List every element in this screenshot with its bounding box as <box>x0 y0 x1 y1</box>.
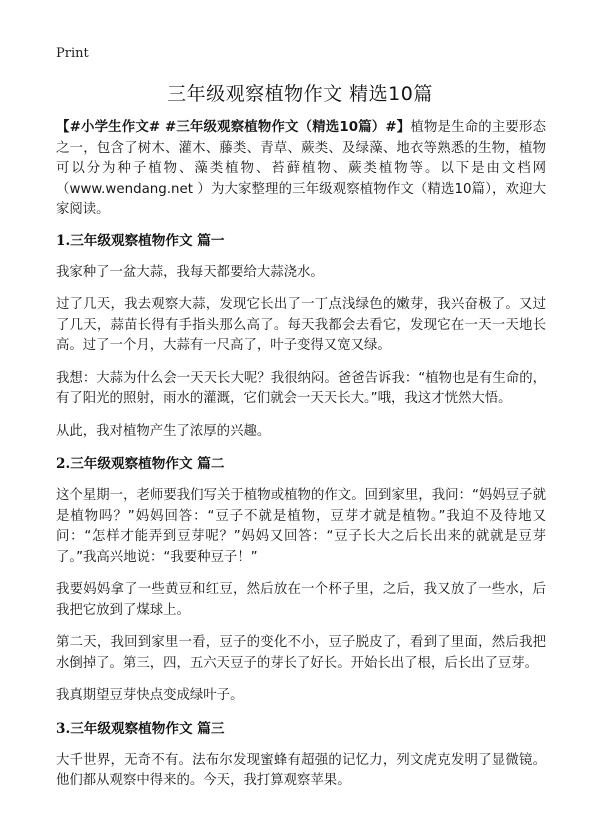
intro-text: 植物是生命的主要形态之一，包含了树木、灌木、藤类、青草、蕨类、及绿藻、地衣等熟悉的生物，植物可以分为种子植物、藻类植物、苔藓植物、蕨类植物等。以下是由文档网（www.wendang.net ）为大家整理的三年级观察植物作文（精选10篇），欢迎大家阅读。 <box>56 120 546 217</box>
document-title: 三年级观察植物作文 精选10篇 <box>167 83 433 105</box>
section-heading-1: 1.三年级观察植物作文 篇一 <box>56 232 225 249</box>
document-body <box>56 118 546 804</box>
section-1-paragraph: 我想：大蒜为什么会一天天长大呢？我很纳闷。爸爸告诉我：“植物也是有生命的，有了阳光的照射，雨水的灌溉，它们就会一天天长大。”哦，我这才恍然大悟。 <box>56 370 546 406</box>
section-1-paragraph: 从此，我对植物产生了浓厚的兴趣。 <box>56 423 271 439</box>
print-label[interactable]: Print <box>56 46 89 61</box>
section-1-paragraph: 过了几天，我去观察大蒜，发现它长出了一丁点浅绿色的嫩芽，我兴奋极了。又过了几天，蒜苗长得有手指头那么高了。每天我都会去看它，发现它在一天一天地长高。过了一个月，大蒜有一尺高了，叶子变得又宽又绿。 <box>56 297 546 353</box>
section-2-paragraph: 第二天，我回到家里一看，豆子的变化不小，豆子脱皮了，看到了里面，然后我把水倒掉了。第三，四，五六天豆子的芽长了好长。开始长出了根，后长出了豆芽。 <box>56 635 546 671</box>
section-2-paragraph: 这个星期一，老师要我们写关于植物或植物的作文。回到家里，我问：“妈妈豆子就是植物吗？”妈妈回答：“豆子不就是植物，豆芽才就是植物。”我迫不及待地又问：“怎样才能弄到豆芽呢？”妈妈又回答：“豆子长大之后长出来的就就是豆芽了。”我高兴地说：“我要种豆子！” <box>56 488 546 565</box>
intro-paragraph <box>56 118 546 221</box>
section-1-paragraph: 我家种了一盆大蒜，我每天都要给大蒜浇水。 <box>56 264 324 280</box>
section-2-paragraph: 我真期望豆芽快点变成绿叶子。 <box>56 688 244 703</box>
section-2-paragraph: 我要妈妈拿了一些黄豆和红豆，然后放在一个杯子里，之后，我又放了一些水，后我把它放到了煤球上。 <box>56 582 546 618</box>
section-3-paragraph: 大千世界，无奇不有。法布尔发现蜜蜂有超强的记忆力，列文虎克发明了显微镜。他们都从观察中得来的。今天，我打算观察苹果。 <box>56 752 546 788</box>
section-heading-2: 2.三年级观察植物作文 篇二 <box>56 456 225 472</box>
section-heading-3: 3.三年级观察植物作文 篇三 <box>56 720 225 737</box>
intro-hashtags: 【#小学生作文# #三年级观察植物作文（精选10篇）#】 <box>56 120 411 135</box>
